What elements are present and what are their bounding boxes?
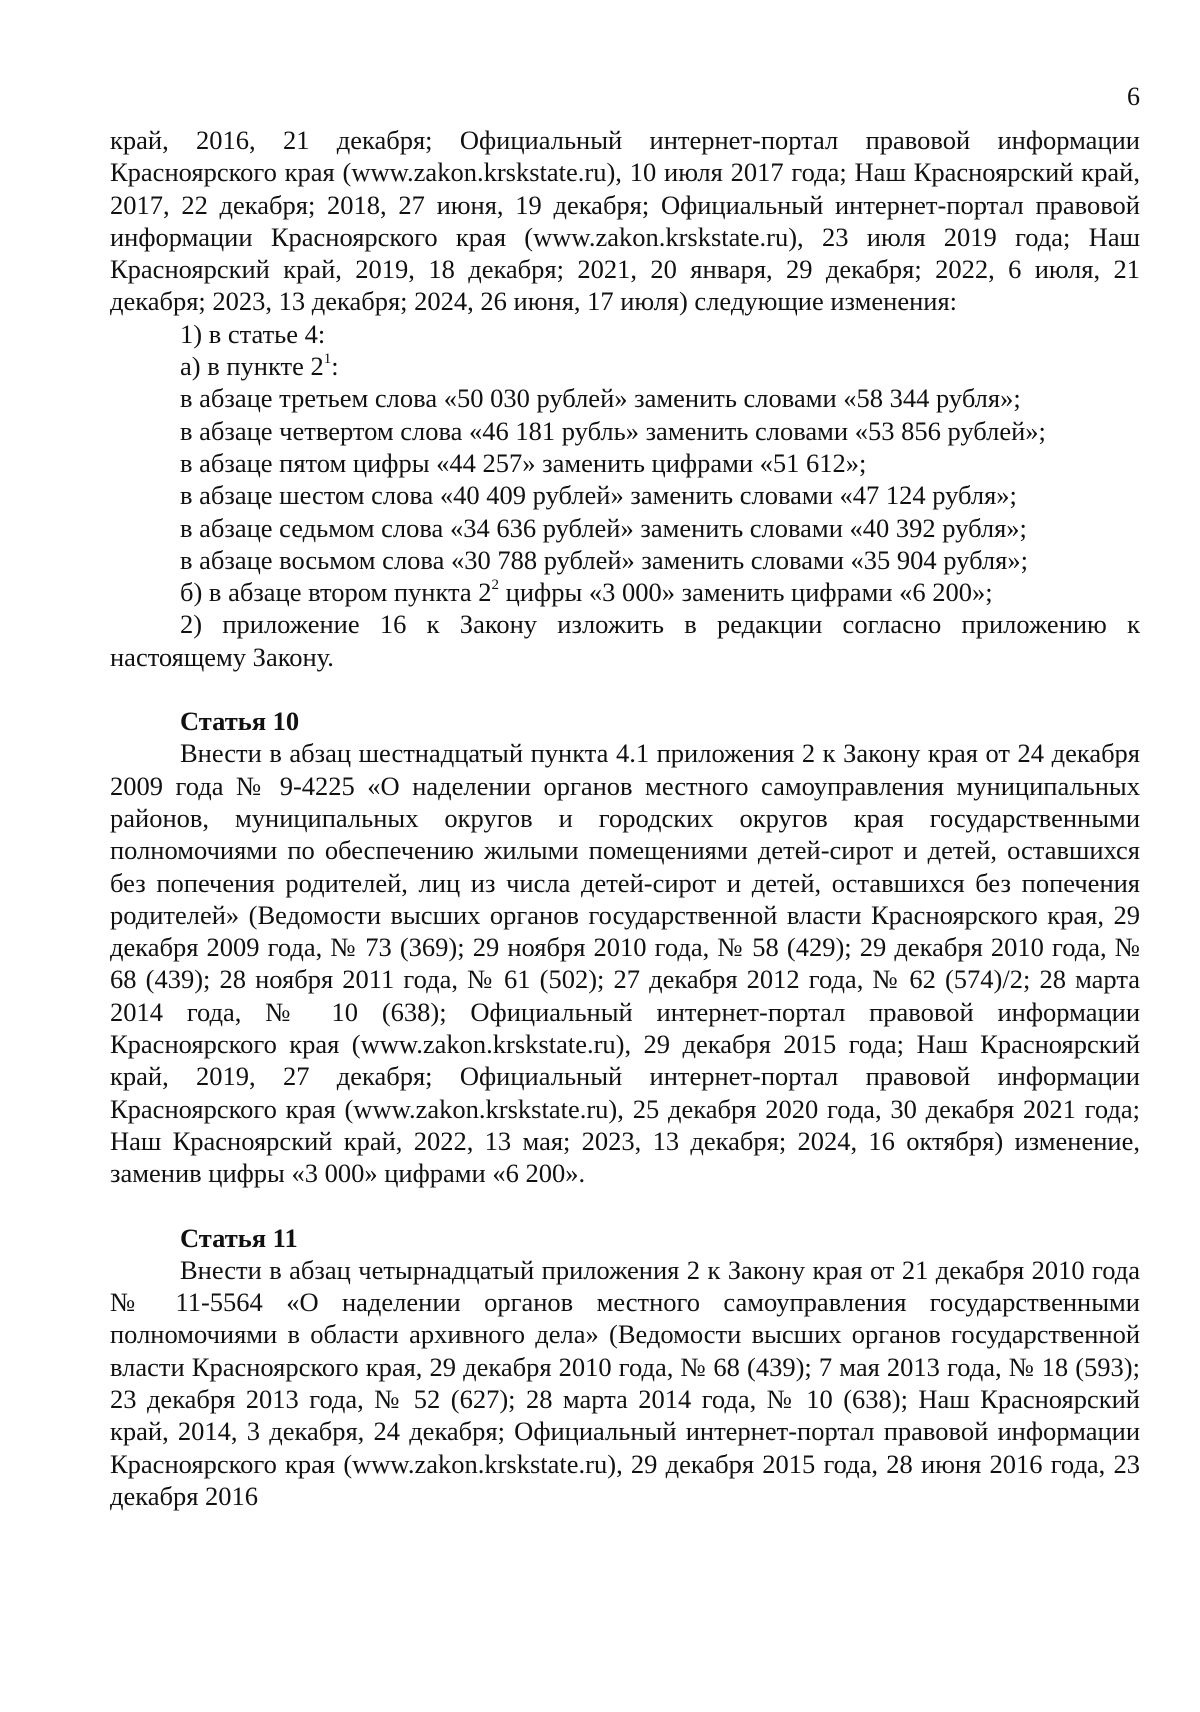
change-line: в абзаце пятом цифры «44 257» заменить цифрами «51 612»; — [180, 447, 867, 478]
change-item-b-text: б) в абзаце втором пункта 2 — [180, 577, 492, 608]
change-item-b-superscript: 2 — [491, 577, 500, 594]
change-item-a-superscript: 1 — [323, 351, 332, 368]
article-10-heading: Статья 10 — [180, 706, 300, 737]
page-number: 6 — [1127, 82, 1140, 111]
document-body — [110, 124, 1140, 1512]
change-line: в абзаце шестом слова «40 409 рублей» заменить словами «47 124 рубля»; — [180, 480, 1017, 511]
change-item-1: 1) в статье 4: — [180, 318, 326, 349]
change-line: в абзаце седьмом слова «34 636 рублей» заменить словами «40 392 рубля»; — [180, 512, 1027, 543]
change-item-b-suffix: цифры «3 000» заменить цифрами «6 200»; — [499, 577, 993, 608]
change-line: в абзаце восьмом слова «30 788 рублей» заменить словами «35 904 рубля»; — [180, 544, 1028, 575]
change-item-a-suffix: : — [331, 351, 339, 382]
change-item-a-text: а) в пункте 2 — [180, 351, 324, 382]
change-line: в абзаце четвертом слова «46 181 рубль» заменить словами «53 856 рублей»; — [180, 415, 1046, 446]
change-item-2: 2) приложение 16 к Закону изложить в редакции согласно приложению к настоящему Закону. — [110, 609, 1140, 672]
change-item-b — [110, 576, 1140, 608]
change-item-a — [110, 350, 1140, 382]
article-11-text: Внести в абзац четырнадцатый приложения 2 к Закону края от 21 декабря 2010 года № 11-5564 «О наделении органов местного самоуправления государственными полномочиями в области архивного дела» (Ведомости высших органов государственной власти Красноярского края, 29 декабря 2010 года, № 68 (439); 7 мая 2013 года, № 18 (593); 23 декабря 2013 года, № 52 (627); 28 марта 2014 года, № 10 (638); Наш Красноярский край, 2014, 3 декабря, 24 декабря; Официальный интернет-портал правовой информации Красноярского края (www.zakon.krskstate.ru), 29 декабря 2015 года, 28 июня 2016 года, 23 декабря 2016 — [110, 1254, 1140, 1511]
intro-paragraph: край, 2016, 21 декабря; Официальный интернет-портал правовой информации Красноярского края (www.zakon.krskstate.ru), 10 июля 2017 года; Наш Красноярский край, 2017, 22 декабря; 2018, 27 июня, 19 декабря; Официальный интернет-портал правовой информации Красноярского края (www.zakon.krskstate.ru), 23 июля 2019 года; Наш Красноярский край, 2019, 18 декабря; 2021, 20 января, 29 декабря; 2022, 6 июля, 21 декабря; 2023, 13 декабря; 2024, 26 июня, 17 июля) следующие изменения: — [110, 125, 1140, 317]
change-line: в абзаце третьем слова «50 030 рублей» заменить словами «58 344 рубля»; — [180, 383, 1021, 414]
article-11-heading: Статья 11 — [180, 1222, 298, 1253]
article-10-text: Внести в абзац шестнадцатый пункта 4.1 приложения 2 к Закону края от 24 декабря 2009 года № 9-4225 «О наделении органов местного самоуправления муниципальных районов, муниципальных округов и городских округов края государственными полномочиями по обеспечению жилыми помещениями детей-сирот и детей, оставшихся без попечения родителей, лиц из числа детей-сирот и детей, оставшихся без попечения родителей» (Ведомости высших органов государственной власти Красноярского края, 29 декабря 2009 года, № 73 (369); 29 ноября 2010 года, № 58 (429); 29 декабря 2010 года, № 68 (439); 28 ноября 2011 года, № 61 (502); 27 декабря 2012 года, № 62 (574)/2; 28 марта 2014 года, № 10 (638); Официальный интернет-портал правовой информации Красноярского края (www.zakon.krskstate.ru), 29 декабря 2015 года; Наш Красноярский край, 2019, 27 декабря; Официальный интернет-портал правовой информации Красноярского края (www.zakon.krskstate.ru), 25 декабря 2020 года, 30 декабря 2021 года; Наш Красноярский край, 2022, 13 мая; 2023, 13 декабря; 2024, 16 октября) изменение, заменив цифры «3 000» цифрами «6 200». — [110, 738, 1140, 1189]
